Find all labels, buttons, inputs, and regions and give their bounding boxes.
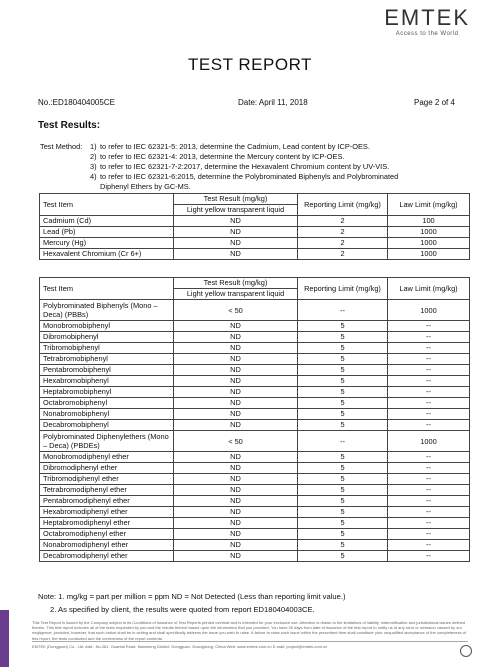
test-method-text: to refer to IEC 62321-5: 2013, determine the Cadmium, Lead content by ICP-OES. [100, 142, 370, 151]
cell-reporting: 5 [298, 332, 388, 343]
test-method-text: Diphenyl Ethers by GC-MS. [100, 182, 191, 191]
cell-reporting: 5 [298, 463, 388, 474]
cell-law: -- [388, 474, 470, 485]
test-method-num: 3) [90, 162, 97, 171]
cell-result: < 50 [174, 431, 298, 452]
cell-result: ND [174, 227, 298, 238]
footer-divider [32, 641, 468, 642]
table-row [40, 529, 470, 540]
cell-result: ND [174, 540, 298, 551]
cell-result: ND [174, 249, 298, 260]
table-row [40, 496, 470, 507]
cell-law: -- [388, 321, 470, 332]
logo-tagline: Access to the World [395, 31, 459, 37]
heavy-metals-table [39, 193, 470, 260]
header-law-limit: Law Limit (mg/kg) [388, 278, 470, 300]
cell-reporting: 5 [298, 540, 388, 551]
cell-law: -- [388, 409, 470, 420]
logo-brand: EMTEK [384, 5, 470, 30]
table-row [40, 354, 470, 365]
section-title: Test Results: [38, 120, 101, 131]
cell-reporting: 5 [298, 321, 388, 332]
cell-item: Octabromodiphenyl ether [40, 529, 174, 540]
table-row [40, 321, 470, 332]
cell-item: Hexabromodiphenyl ether [40, 507, 174, 518]
test-method-label: Test Method: [40, 142, 83, 151]
footer-disclaimer: This Test Report is issued by the Company subject to its Conditions of Issuance of Test Reports printed overleaf and is intended for your exclusive use. Attention is drawn to the limitations of liability, indemnification and jurisdictional issues defined therein. This test report includes all of the tests requested by you and the results thereof based upon the information that you provided. You have 30 days from date of issuance of the test report to notify us of any error or omission caused by our negligence; provided, however, that such notice shall be in writing and shall specifically address the issue you wish to raise. A failure to raise such issue within the prescribed time shall constitute your unqualified acceptance of the completeness of this report, the tests conducted and the correctness of the report contents. [32, 620, 467, 641]
footer-address: EMTEK (Dongguan) Co., Ltd. Add.: No.281, Guantai Road, Nancheng District, Dongguan, Guangdong, China Web: www.emtek.com.cn E-mail: project@emtek.com.cn [32, 644, 328, 649]
table-row [40, 463, 470, 474]
cell-law: 1000 [388, 249, 470, 260]
cell-item: Hexabromobiphenyl [40, 376, 174, 387]
table-row [40, 249, 470, 260]
cell-item: Hexavalent Chromium (Cr 6+) [40, 249, 174, 260]
cell-result: ND [174, 387, 298, 398]
header-sample-description: Light yellow transparent liquid [174, 289, 298, 300]
table-row [40, 551, 470, 562]
test-method-text: to refer to IEC 62321-4: 2013, determine the Mercury content by ICP-OES. [100, 152, 345, 161]
cell-reporting: 5 [298, 518, 388, 529]
cell-law: -- [388, 354, 470, 365]
cell-result: ND [174, 238, 298, 249]
cell-law: 1000 [388, 238, 470, 249]
table-row [40, 238, 470, 249]
cell-item: Tetrabromodiphenyl ether [40, 485, 174, 496]
header-reporting-limit: Reporting Limit (mg/kg) [298, 278, 388, 300]
report-title: TEST REPORT [188, 55, 312, 74]
page-number: Page 2 of 4 [414, 98, 455, 107]
cell-reporting: 5 [298, 387, 388, 398]
cell-reporting: 2 [298, 216, 388, 227]
cell-reporting: 5 [298, 452, 388, 463]
table-row [40, 474, 470, 485]
cell-item: Heptabromodiphenyl ether [40, 518, 174, 529]
table-row [40, 398, 470, 409]
table-row [40, 507, 470, 518]
cell-law: -- [388, 420, 470, 431]
table-row [40, 409, 470, 420]
cell-result: ND [174, 518, 298, 529]
cell-law: -- [388, 452, 470, 463]
test-method-num [90, 182, 100, 192]
cell-reporting: 2 [298, 238, 388, 249]
report-number: No.:ED180404005CE [38, 98, 115, 107]
cell-law: -- [388, 518, 470, 529]
side-accent-bar [0, 610, 9, 667]
table-row [40, 387, 470, 398]
cell-law: -- [388, 540, 470, 551]
cell-item: Dibromobiphenyl [40, 332, 174, 343]
cell-result: ND [174, 452, 298, 463]
note-1: Note: 1. mg/kg = part per million = ppm ND = Not Detected (Less than reporting limit value.) [38, 592, 346, 601]
table-row [40, 216, 470, 227]
cell-result: ND [174, 398, 298, 409]
cell-reporting: -- [298, 431, 388, 452]
header-test-result: Test Result (mg/kg) [174, 278, 298, 289]
header-test-item: Test Item [40, 278, 174, 300]
cell-result: ND [174, 485, 298, 496]
cell-result: ND [174, 529, 298, 540]
cell-result: ND [174, 551, 298, 562]
cell-result: ND [174, 376, 298, 387]
cell-law: 1000 [388, 300, 470, 321]
note-2: 2. As specified by client, the results were quoted from report ED180404003CE. [50, 605, 315, 614]
table-row [40, 452, 470, 463]
test-method-line [40, 162, 398, 172]
cell-result: ND [174, 409, 298, 420]
table-row [40, 420, 470, 431]
cell-result: < 50 [174, 300, 298, 321]
table-row [40, 540, 470, 551]
table-row [40, 365, 470, 376]
cell-item: Decabromodiphenyl ether [40, 551, 174, 562]
test-method [40, 142, 398, 192]
cell-reporting: 5 [298, 398, 388, 409]
table-row [40, 485, 470, 496]
test-method-line [40, 142, 398, 152]
table-row [40, 431, 470, 452]
cell-item: Pentabromobiphenyl [40, 365, 174, 376]
cell-reporting: 5 [298, 507, 388, 518]
cell-law: 100 [388, 216, 470, 227]
cell-item: Heptabromobiphenyl [40, 387, 174, 398]
cell-result: ND [174, 420, 298, 431]
cell-law: -- [388, 398, 470, 409]
cell-reporting: -- [298, 300, 388, 321]
cell-item: Octabromobiphenyl [40, 398, 174, 409]
test-method-num: 2) [90, 152, 97, 161]
cell-law: -- [388, 529, 470, 540]
cell-result: ND [174, 463, 298, 474]
table-row [40, 518, 470, 529]
header-sample-description: Light yellow transparent liquid [174, 205, 298, 216]
cell-reporting: 2 [298, 249, 388, 260]
cell-reporting: 5 [298, 365, 388, 376]
report-date: Date: April 11, 2018 [238, 98, 308, 107]
cell-item: Nonabromodiphenyl ether [40, 540, 174, 551]
cell-item: Cadmium (Cd) [40, 216, 174, 227]
test-method-line [40, 182, 398, 192]
cell-law: -- [388, 332, 470, 343]
cell-item: Dibromodiphenyl ether [40, 463, 174, 474]
header-test-result: Test Result (mg/kg) [174, 194, 298, 205]
header-test-item: Test Item [40, 194, 174, 216]
test-method-line [40, 172, 398, 182]
table-row [40, 376, 470, 387]
cell-result: ND [174, 321, 298, 332]
cell-item: Decabromobiphenyl [40, 420, 174, 431]
cell-item: Monobromodiphenyl ether [40, 452, 174, 463]
cell-item: Polybrominated Diphenylethers (Mono – Deca) (PBDEs) [40, 431, 174, 452]
cell-law: 1000 [388, 431, 470, 452]
test-method-line [40, 152, 398, 162]
test-method-text: to refer to IEC 62321-6:2015, determine the Polybrominated Biphenyls and Polybrominated [100, 172, 399, 181]
test-method-text: to refer to IEC 62321-7-2:2017, determine the Hexavalent Chromium content by UV-VIS. [100, 162, 390, 171]
cell-reporting: 5 [298, 496, 388, 507]
cell-law: -- [388, 463, 470, 474]
cell-reporting: 5 [298, 376, 388, 387]
cell-reporting: 5 [298, 409, 388, 420]
cell-result: ND [174, 474, 298, 485]
cell-result: ND [174, 216, 298, 227]
cell-item: Pentabromodiphenyl ether [40, 496, 174, 507]
cell-law: -- [388, 387, 470, 398]
cell-reporting: 5 [298, 485, 388, 496]
cell-reporting: 5 [298, 474, 388, 485]
header-reporting-limit: Reporting Limit (mg/kg) [298, 194, 388, 216]
cell-law: -- [388, 343, 470, 354]
test-method-num: 1) [90, 142, 97, 151]
cell-item: Tetrabromobiphenyl [40, 354, 174, 365]
cell-reporting: 2 [298, 227, 388, 238]
brominated-flame-retardants-table [39, 277, 470, 562]
cell-result: ND [174, 332, 298, 343]
table-header-row [40, 194, 470, 205]
cell-item: Nonabromobiphenyl [40, 409, 174, 420]
cell-reporting: 5 [298, 343, 388, 354]
cell-item: Polybrominated Biphenyls (Mono – Deca) (PBBs) [40, 300, 174, 321]
table-row [40, 227, 470, 238]
cell-law: -- [388, 485, 470, 496]
table-row [40, 332, 470, 343]
cell-law: -- [388, 376, 470, 387]
cell-item: Tribromobiphenyl [40, 343, 174, 354]
cell-law: 1000 [388, 227, 470, 238]
cell-result: ND [174, 343, 298, 354]
cell-law: -- [388, 551, 470, 562]
cell-item: Tribromodiphenyl ether [40, 474, 174, 485]
cell-result: ND [174, 507, 298, 518]
table-row [40, 300, 470, 321]
header-law-limit: Law Limit (mg/kg) [388, 194, 470, 216]
cell-reporting: 5 [298, 354, 388, 365]
table-row [40, 343, 470, 354]
test-method-num: 4) [90, 172, 97, 181]
cell-law: -- [388, 365, 470, 376]
cell-item: Mercury (Hg) [40, 238, 174, 249]
cell-result: ND [174, 354, 298, 365]
cell-law: -- [388, 507, 470, 518]
cell-reporting: 5 [298, 551, 388, 562]
cell-reporting: 5 [298, 529, 388, 540]
cell-law: -- [388, 496, 470, 507]
emtek-logo [384, 6, 470, 37]
cell-result: ND [174, 365, 298, 376]
cell-reporting: 5 [298, 420, 388, 431]
cell-result: ND [174, 496, 298, 507]
cell-item: Monobromobiphenyl [40, 321, 174, 332]
certification-mark-icon [460, 645, 472, 657]
table-header-row [40, 278, 470, 289]
cell-item: Lead (Pb) [40, 227, 174, 238]
